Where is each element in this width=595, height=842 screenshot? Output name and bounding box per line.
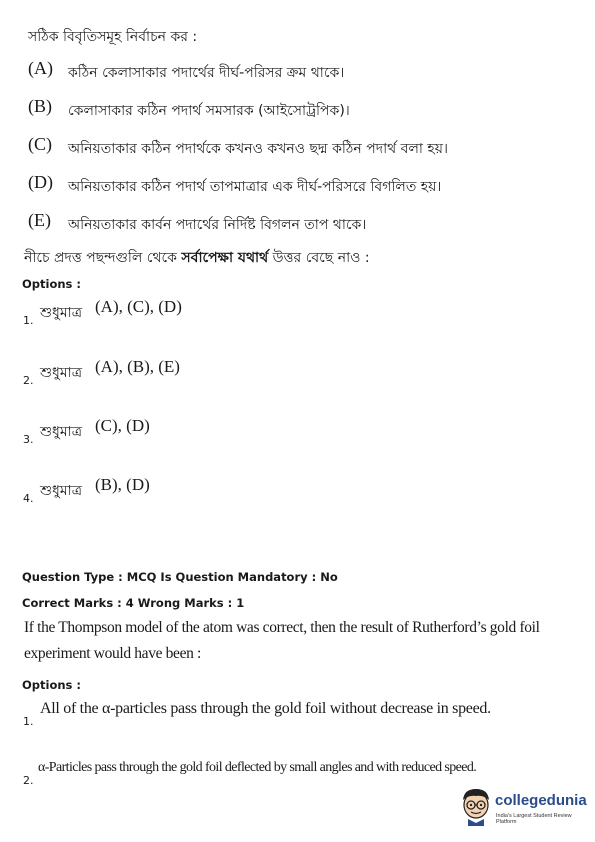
- option-prefix: শুধুমাত্র: [40, 424, 83, 440]
- q1-choose-instruction: [24, 246, 370, 270]
- option-text: (A), (B), (E): [95, 357, 180, 376]
- q2-question-line-1: If the Thompson model of the atom was correct, then the result of Rutherford’s gold foil: [24, 619, 540, 636]
- statement-label: (B): [28, 96, 52, 116]
- statement-label: (E): [28, 210, 51, 230]
- statement-d: [28, 172, 442, 195]
- option-text: (C), (D): [95, 416, 150, 435]
- q1-options-label: Options :: [22, 277, 81, 291]
- statement-text: অনিয়তাকার কঠিন পদার্থকে কখনও কখনও ছদ্ম কঠিন পদার্থ বলা হয়।: [68, 141, 449, 157]
- statement-text: কঠিন কেলাসাকার পদার্থের দীর্ঘ-পরিসর ক্রম থাকে।: [68, 65, 345, 81]
- option-text: α-Particles pass through the gold foil deflected by small angles and with reduced speed.: [38, 760, 477, 775]
- choose-prefix: নীচে প্রদত্ত পছন্দগুলি থেকে: [24, 250, 182, 266]
- option-text: (B), (D): [95, 475, 150, 494]
- option-number: 2.: [23, 374, 34, 387]
- choose-bold: সর্বাপেক্ষা যথার্থ: [181, 250, 269, 266]
- option-number: 1.: [23, 715, 34, 728]
- q2-question-line-2: experiment would have been :: [24, 645, 201, 662]
- choose-suffix: উত্তর বেছে নাও :: [268, 250, 370, 266]
- statement-label: (A): [28, 58, 53, 78]
- statement-text: কেলাসাকার কঠিন পদার্থ সমসারক (আইসোট্রপিক)।: [68, 103, 350, 119]
- q2-marks-line: Correct Marks : 4 Wrong Marks : 1: [22, 596, 245, 610]
- statement-label: (C): [28, 134, 52, 154]
- option-prefix: শুধুমাত্র: [40, 483, 83, 499]
- statement-e: [28, 210, 367, 233]
- statement-a: [28, 58, 345, 81]
- option-text: All of the α-particles pass through the gold foil without decrease in speed.: [40, 700, 491, 717]
- statement-text: অনিয়তাকার কার্বন পদার্থের নির্দিষ্ট বিগলন তাপ থাকে।: [68, 217, 367, 233]
- option-number: 4.: [23, 492, 34, 505]
- student-mascot-icon: [459, 786, 493, 830]
- option-number: 2.: [23, 774, 34, 787]
- collegedunia-logo: [459, 786, 589, 834]
- logo-tagline: India's Largest Student Review Platform: [496, 813, 572, 825]
- option-text: (A), (C), (D): [95, 297, 182, 316]
- statement-b: [28, 96, 350, 119]
- q2-type-line: Question Type : MCQ Is Question Mandatory : No: [22, 570, 338, 584]
- statement-label: (D): [28, 172, 53, 192]
- logo-name: collegedunia: [495, 792, 587, 809]
- option-prefix: শুধুমাত্র: [40, 305, 83, 321]
- statement-c: [28, 134, 449, 157]
- statement-text: অনিয়তাকার কঠিন পদার্থ তাপমাত্রার এক দীর্ঘ-পরিসরে বিগলিত হয়।: [68, 179, 442, 195]
- q2-options-label: Options :: [22, 678, 81, 692]
- option-number: 3.: [23, 433, 34, 446]
- option-number: 1.: [23, 314, 34, 327]
- option-prefix: শুধুমাত্র: [40, 365, 83, 381]
- q1-instruction: সঠিক বিবৃতিসমূহ নির্বাচন কর :: [28, 29, 198, 45]
